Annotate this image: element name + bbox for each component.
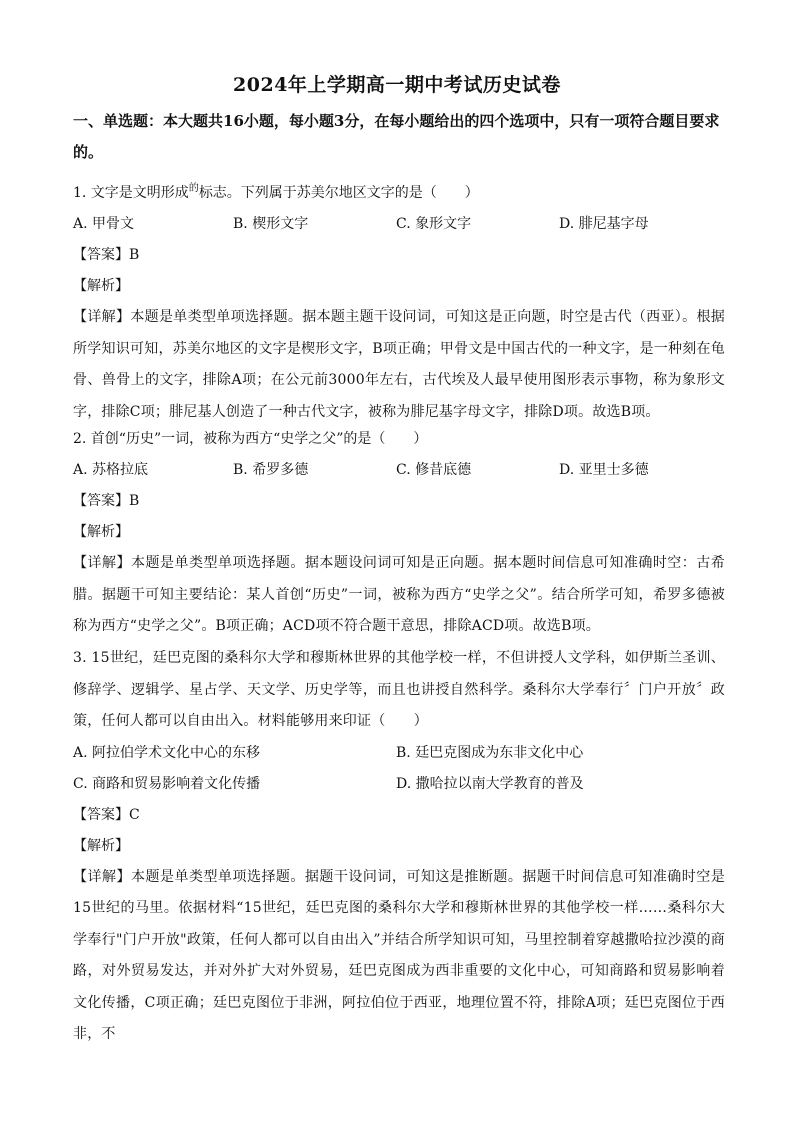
detail-explanation: 【详解】本题是单类型单项选择题。据本题设问词可知是正向题。据本题时间信息可知准确时空：古希腊。据题干可知主要结论：某人首创“历史”一词，被称为西方“史学之父”。结合所学可知，希罗多德被称为西方“史学之父”。B项正确；ACD项不符合题干意思，排除ACD项。故选B项。 — [73, 555, 725, 634]
answer: 【答案】B — [73, 493, 140, 509]
answer: 【答案】B — [73, 247, 140, 263]
option-d: D. 撒哈拉以南大学教育的普及 — [396, 775, 584, 792]
analysis-label: 【解析】 — [73, 524, 129, 540]
question-2 — [73, 424, 725, 643]
answer: 【答案】C — [73, 806, 140, 823]
page-title: 2024年上学期高一期中考试历史试卷 — [233, 74, 561, 96]
detail-explanation: 【详解】本题是单类型单项选择题。据本题主题干设问词，可知这是正向题，时空是古代（西亚）。根据所学知识可知，苏美尔地区的文字是楔形文字，B项正确；甲骨文是中国古代的一种文字，是一种刻在龟骨、兽骨上的文字，排除A项；在公元前3000年左右，古代埃及人最早使用图形表示事物，称为象形文字，排除C项；腓尼基人创造了一种古代文字，被称为腓尼基字母文字，排除D项。故选B项。 — [73, 309, 725, 420]
option-b: B. 楔形文字 — [233, 216, 309, 232]
options-row — [73, 738, 725, 769]
section-heading: 一、单选题：本大题共16小题，每小题3分，在每小题给出的四个选项中，只有一项符合题目要求的。 — [73, 112, 720, 161]
option-b: B. 廷巴克图成为东非文化中心 — [396, 744, 584, 761]
options-row — [73, 209, 725, 240]
option-a: A. 苏格拉底 — [73, 462, 149, 478]
question-stem: 3. 15世纪，廷巴克图的桑科尔大学和穆斯林世界的其他学校一样，不但讲授人文学科，如伊斯兰圣训、修辞学、逻辑学、星占学、天文学、历史学等，而且也讲授自然科学。桑科尔大学奉行〞门户开放〞政策，任何人都可以自由出入。材料能够用来印证（ ） — [73, 650, 725, 729]
option-a: A. 阿拉伯学术文化中心的东移 — [73, 744, 261, 761]
options-row — [73, 455, 725, 486]
option-b: B. 希罗多德 — [233, 462, 309, 478]
option-c: C. 商路和贸易影响着文化传播 — [73, 775, 261, 792]
question-3 — [73, 643, 725, 1051]
option-d: D. 亚里士多德 — [559, 462, 649, 478]
option-c: C. 象形文字 — [396, 216, 472, 232]
options-row — [73, 769, 725, 800]
detail-explanation: 【详解】本题是单类型单项选择题。据题干设问词，可知这是推断题。据题干时间信息可知准确时空是15世纪的马里。依据材料“15世纪，廷巴克图的桑科尔大学和穆斯林世界的其他学校一样……桑科尔大学奉行"门户开放"政策，任何人都可以自由出入”并结合所学知识可知，马里控制着穿越撒哈拉沙漠的商路，对外贸易发达，并对外扩大对外贸易，廷巴克图成为西非重要的文化中心，可知商路和贸易影响着文化传播，C项正确；廷巴克图位于非洲，阿拉伯位于西亚，地理位置不符，排除A项；廷巴克图位于西非，不 — [73, 868, 725, 1042]
option-c: C. 修昔底德 — [396, 462, 472, 478]
option-d: D. 腓尼基字母 — [559, 216, 649, 232]
question-stem: 1. 文字是文明形成$^的$标志。下列属于苏美尔地区文字的是（ ） — [73, 183, 479, 201]
question-stem: 2. 首创“历史”一词，被称为西方“史学之父”的是（ ） — [73, 431, 428, 447]
analysis-label: 【解析】 — [73, 837, 129, 854]
question-1 — [73, 173, 725, 428]
analysis-label: 【解析】 — [73, 278, 129, 294]
option-a: A. 甲骨文 — [73, 216, 135, 232]
